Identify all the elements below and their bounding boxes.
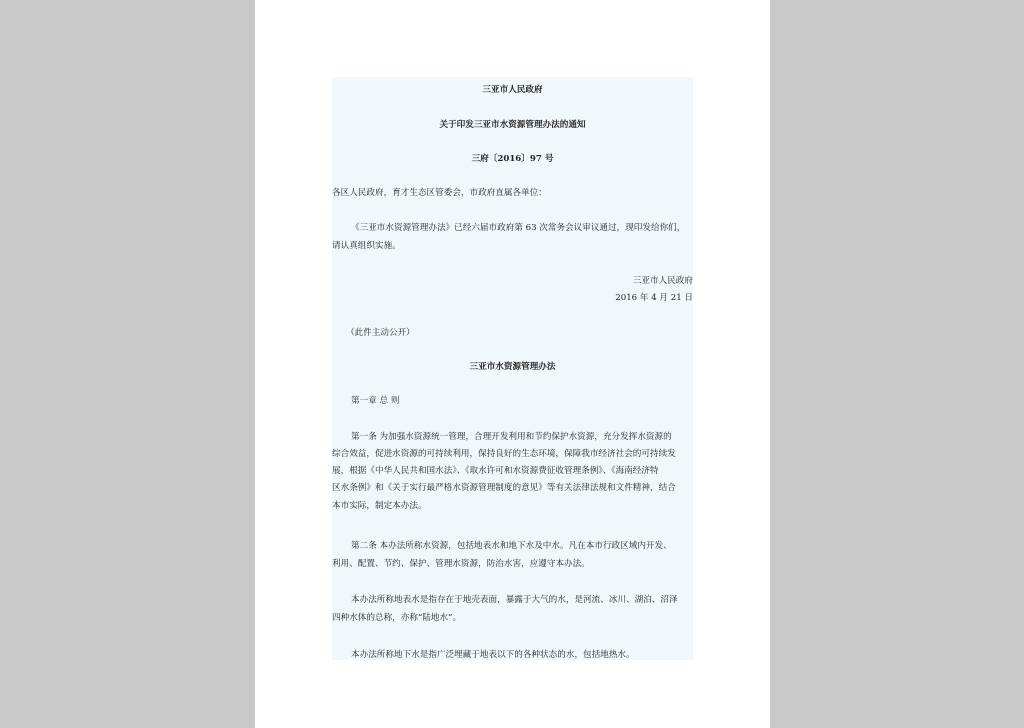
document-page bbox=[255, 0, 770, 728]
article-1-line-1: 第一条 为加强水资源统一管理，合理开发利用和节约保护水资源，充分发挥水资源的 bbox=[351, 432, 672, 442]
article-2-line-1: 第二条 本办法所称水资源，包括地表水和地下水及中水。凡在本市行政区域内开发、 bbox=[351, 541, 672, 551]
groundwater-line: 本办法所称地下水是指广泛埋藏于地表以下的各种状态的水，包括地热水。 bbox=[351, 650, 635, 660]
article-1-line-4: 区水条例》和《关于实行最严格水资源管理制度的意见》等有关法律法规和文件精神，结合 bbox=[332, 483, 676, 493]
salutation: 各区人民政府，育才生态区管委会，市政府直属各单位： bbox=[332, 188, 547, 198]
document-content bbox=[332, 77, 693, 660]
chapter-heading: 第一章 总 则 bbox=[351, 396, 400, 406]
article-1-line-5: 本市实际，制定本办法。 bbox=[332, 501, 427, 511]
body-line-2: 请认真组织实施。 bbox=[332, 241, 401, 251]
public-note: （此件主动公开） bbox=[346, 328, 415, 338]
notice-title: 关于印发三亚市水资源管理办法的通知 bbox=[439, 120, 586, 130]
article-1-line-2: 综合效益，促进水资源的可持续利用，保持良好的生态环境，保障我市经济社会的可持续发 bbox=[332, 449, 676, 459]
document-number: 三府〔2016〕97 号 bbox=[471, 154, 554, 164]
article-1-line-3: 展，根据《中华人民共和国水法》、《取水许可和水资源费征收管理条例》、《海南经济特 bbox=[332, 466, 659, 476]
article-2-line-2: 利用、配置、节约、保护、管理水资源，防治水害，应遵守本办法。 bbox=[332, 559, 590, 569]
measures-title: 三亚市水资源管理办法 bbox=[469, 362, 556, 372]
issuer-heading: 三亚市人民政府 bbox=[482, 85, 543, 95]
surface-water-line-1: 本办法所称地表水是指存在于地壳表面，暴露于大气的水，是河流、冰川、湖泊、沼泽 bbox=[351, 595, 678, 605]
surface-water-line-2: 四种水体的总称，亦称“陆地水”。 bbox=[332, 613, 462, 623]
signature-org: 三亚市人民政府 bbox=[632, 276, 693, 286]
body-line-1: 《三亚市水资源管理办法》已经六届市政府第 63 次常务会议审议通过，现印发给你们， bbox=[351, 223, 686, 233]
signature-date: 2016 年 4 月 21 日 bbox=[615, 293, 693, 303]
